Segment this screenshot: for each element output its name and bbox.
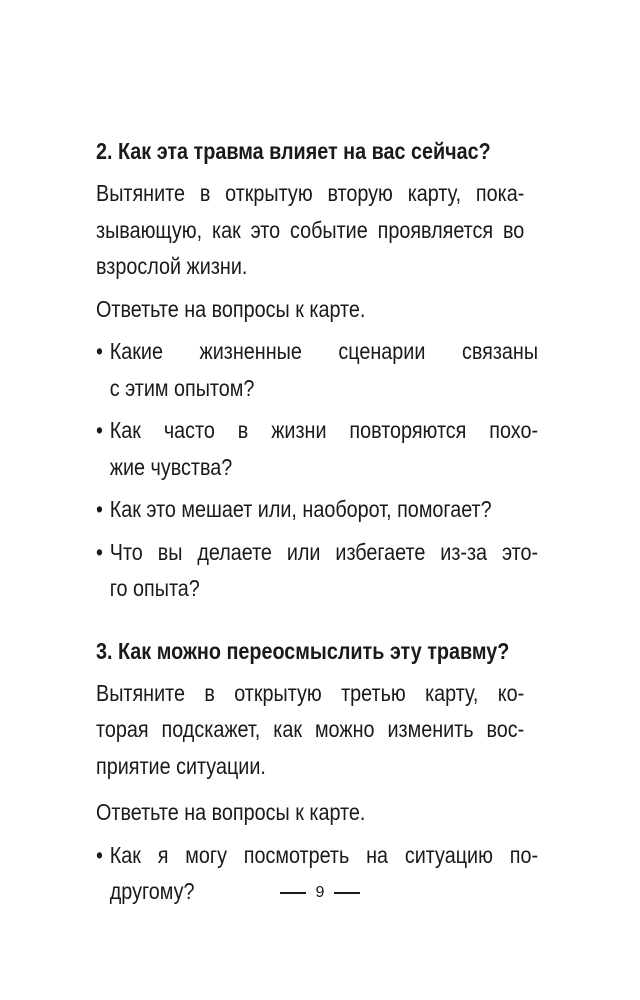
text-line: Какие жизненные сценарии связаны xyxy=(109,338,539,364)
bullet-marker: • xyxy=(96,841,103,868)
section-2-prompt xyxy=(96,291,524,328)
text-line: зывающую, как это событие проявляется во xyxy=(96,216,525,243)
bullet-marker: • xyxy=(96,338,103,364)
footer-dash-left xyxy=(280,892,306,894)
page-footer xyxy=(0,882,640,904)
bullet-item xyxy=(96,534,538,607)
bullet-marker: • xyxy=(96,496,103,522)
text-line: Как часто в жизни повторяются похо- xyxy=(109,417,539,443)
text-line: го опыта? xyxy=(109,575,200,601)
bullet-item xyxy=(96,412,538,485)
text-line: Ответьте на вопросы к карте. xyxy=(96,295,366,322)
section-3-heading: 3. Как можно переосмыслить эту травму? xyxy=(96,637,510,664)
text-line: с этим опытом? xyxy=(109,374,255,401)
text-line: Ответьте на вопросы к карте. xyxy=(96,799,366,825)
section-3-intro xyxy=(96,675,524,785)
text-line: Вытяните в открытую третью карту, ко- xyxy=(96,679,525,706)
bullet-item xyxy=(96,491,538,528)
text-line: взрослой жизни. xyxy=(96,253,248,279)
text-line: Что вы делаете или избегаете из-за это- xyxy=(109,538,539,565)
text-line: Как это мешает или, наоборот, помогает? xyxy=(109,496,492,522)
text-line: торая подскажет, как можно изменить вос- xyxy=(96,716,525,742)
text-line: другому? xyxy=(109,878,195,904)
bullet-marker: • xyxy=(96,538,103,565)
text-line: жие чувства? xyxy=(109,453,233,480)
section-2-intro xyxy=(96,175,524,285)
bullet-item xyxy=(96,333,538,406)
section-3-prompt xyxy=(96,794,524,831)
section-2-heading: 2. Как эта травма влияет на вас сейчас? xyxy=(96,138,491,164)
footer-dash-right xyxy=(334,892,360,894)
text-line: Как я могу посмотреть на ситуацию по- xyxy=(109,841,539,868)
text-line: приятие ситуации. xyxy=(96,752,266,779)
page-number: 9 xyxy=(315,884,325,901)
text-line: Вытяните в открытую вторую карту, пока- xyxy=(96,180,525,206)
bullet-marker: • xyxy=(96,417,103,443)
page-content xyxy=(96,133,539,910)
